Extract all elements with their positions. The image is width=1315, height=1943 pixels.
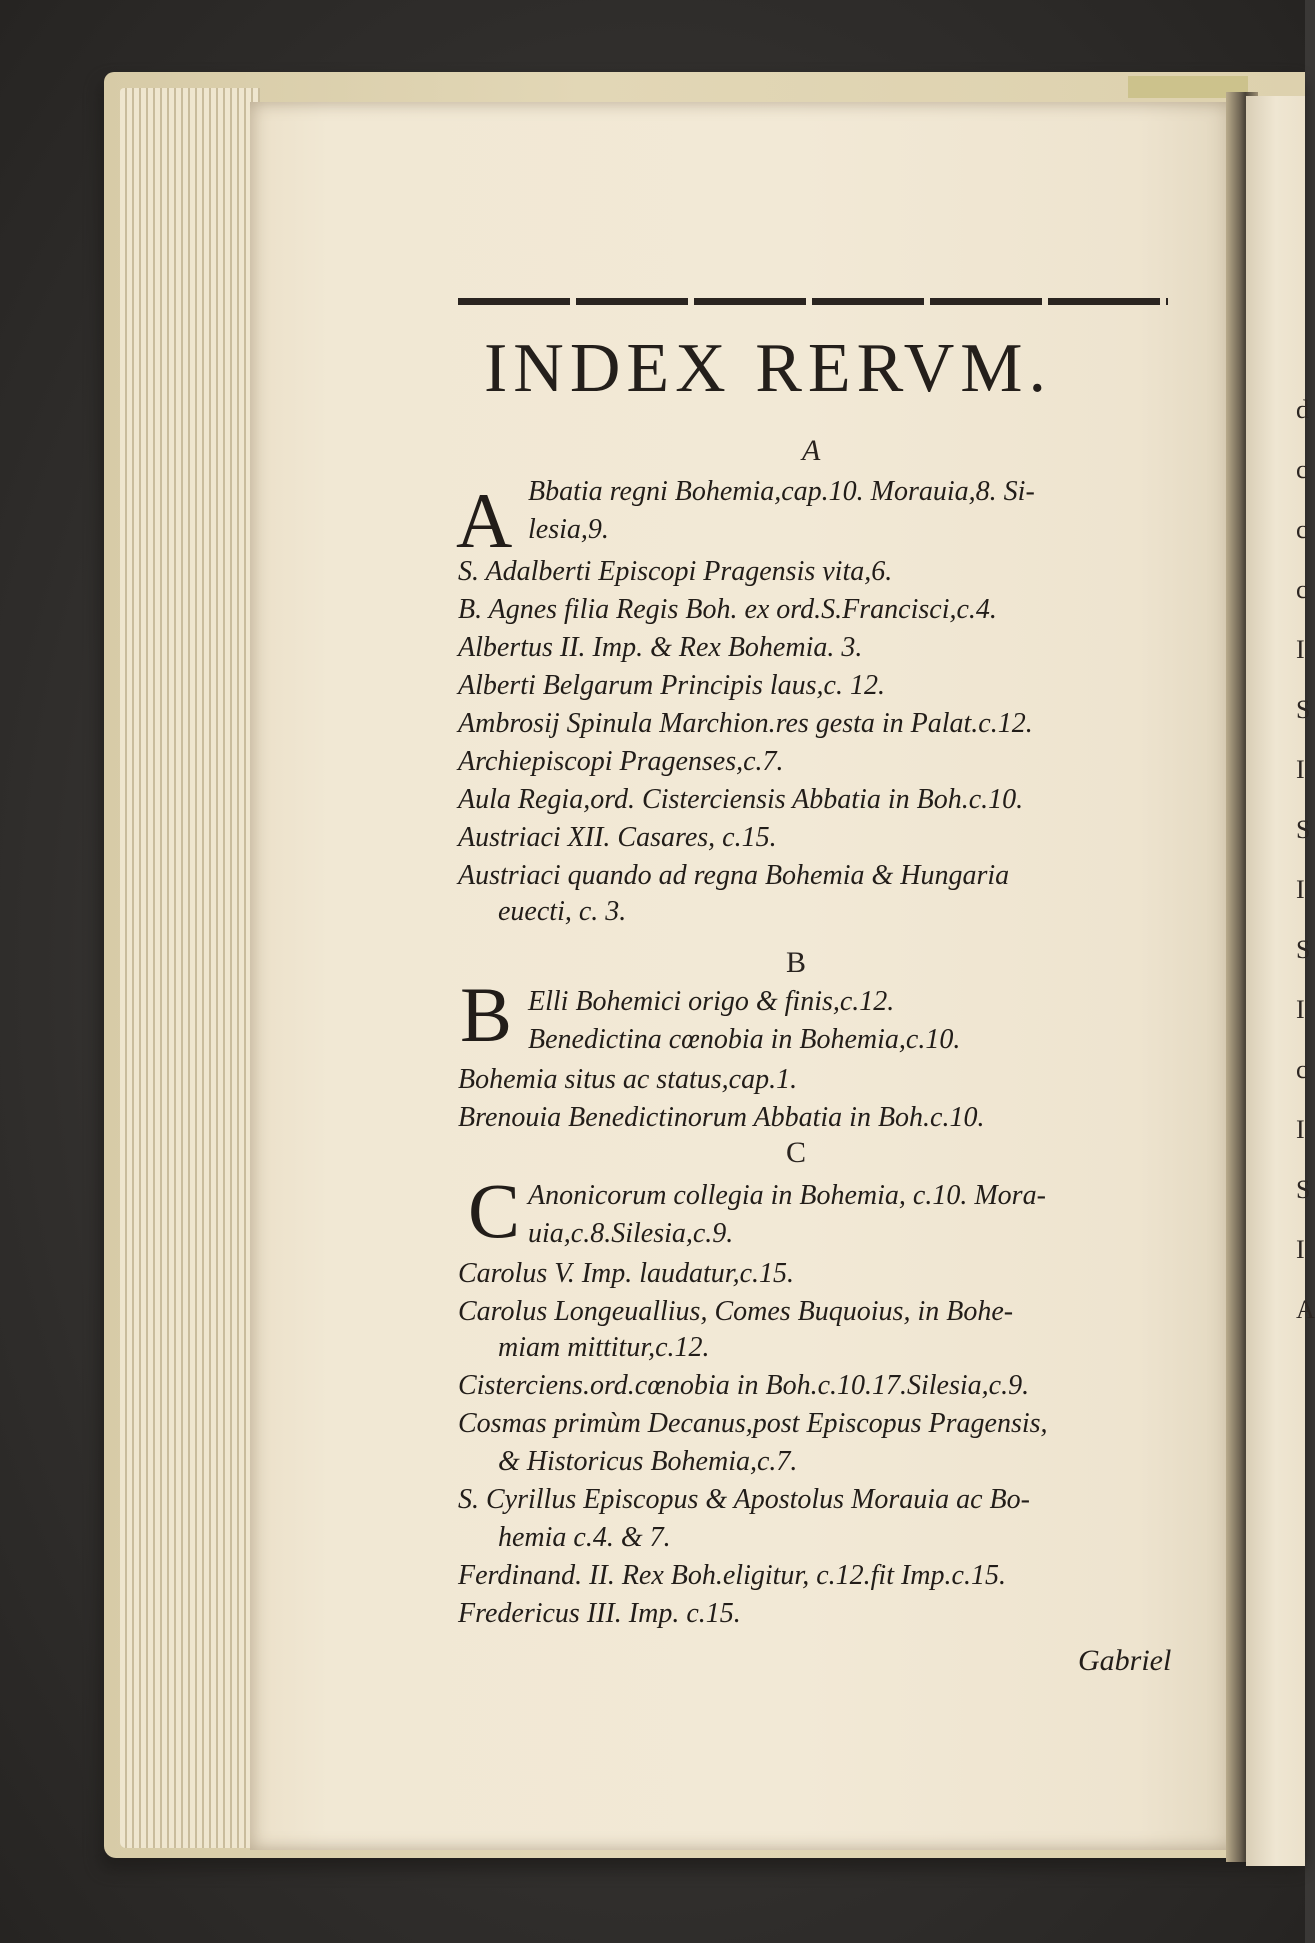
- index-entry: Elli Bohemici origo & finis,c.12.: [528, 986, 895, 1017]
- index-entry: B. Agnes filia Regis Boh. ex ord.S.Francisci,c.4.: [458, 594, 997, 625]
- header-rule: [458, 298, 1168, 305]
- index-entry: Aula Regia,ord. Cisterciensis Abbatia in Boh.c.10.: [458, 784, 1024, 815]
- index-entry: S. Cyrillus Episcopus & Apostolus Morauia ac Bo-: [458, 1484, 1030, 1515]
- facing-glyph: I: [1296, 875, 1305, 904]
- index-entry: Benedictina cœnobia in Bohemia,c.10.: [528, 1024, 961, 1055]
- index-entry: & Historicus Bohemia,c.7.: [498, 1446, 798, 1477]
- index-entry: Anonicorum collegia in Bohemia, c.10. Mora-: [528, 1180, 1046, 1211]
- facing-glyph: c: [1296, 1055, 1308, 1084]
- section-letter-c: C: [786, 1136, 807, 1169]
- index-entry: miam mittitur,c.12.: [498, 1332, 710, 1363]
- index-entry: Cisterciens.ord.cœnobia in Boh.c.10.17.Silesia,c.9.: [458, 1370, 1030, 1401]
- facing-glyph: S: [1296, 695, 1311, 724]
- facing-glyph: d: [1296, 395, 1309, 424]
- section-letter-b: B: [786, 946, 807, 979]
- facing-page-text: [1296, 380, 1315, 1340]
- index-entry: Ambrosij Spinula Marchion.res gesta in Palat.c.12.: [458, 708, 1033, 739]
- index-entry: Austriaci quando ad regna Bohemia & Hungaria: [458, 860, 1010, 891]
- dropcap-a: A: [456, 477, 513, 564]
- dropcap-c: C: [468, 1167, 521, 1254]
- facing-glyph: I: [1296, 635, 1305, 664]
- index-entry: hemia c.4. & 7.: [498, 1522, 671, 1553]
- dropcap-b: B: [460, 971, 513, 1058]
- index-entry: Brenouia Benedictinorum Abbatia in Boh.c.10.: [458, 1102, 985, 1133]
- index-entry: Archiepiscopi Pragenses,c.7.: [458, 746, 784, 777]
- index-entry: Ferdinand. II. Rex Boh.eligitur, c.12.fit Imp.c.15.: [458, 1560, 1006, 1591]
- index-entry: Albertus II. Imp. & Rex Bohemia. 3.: [458, 632, 863, 663]
- facing-glyph: S: [1296, 935, 1311, 964]
- index-entry: Austriaci XII. Casares, c.15.: [458, 822, 777, 853]
- section-letter-a: A: [802, 434, 821, 467]
- page-title: INDEX RERVM.: [484, 330, 1053, 407]
- index-entry: euecti, c. 3.: [498, 896, 627, 927]
- facing-glyph: S: [1296, 1175, 1311, 1204]
- index-entry: Bbatia regni Bohemia,cap.10. Morauia,8. Si-: [528, 476, 1035, 507]
- index-entry: lesia,9.: [528, 514, 609, 545]
- index-entry: Carolus V. Imp. laudatur,c.15.: [458, 1258, 795, 1289]
- catchword: Gabriel: [1078, 1644, 1172, 1677]
- facing-glyph: c: [1296, 575, 1308, 604]
- facing-glyph: S: [1296, 815, 1311, 844]
- index-entry: uia,c.8.Silesia,c.9.: [528, 1218, 734, 1249]
- index-entry: S. Adalberti Episcopi Pragensis vita,6.: [458, 556, 893, 587]
- page-edges: [120, 88, 260, 1848]
- facing-glyph: c: [1296, 455, 1308, 484]
- facing-glyph: c: [1296, 515, 1308, 544]
- facing-glyph: I: [1296, 1115, 1305, 1144]
- facing-glyph: A: [1296, 1295, 1315, 1324]
- index-entry: Bohemia situs ac status,cap.1.: [458, 1064, 798, 1095]
- index-entry: Cosmas primùm Decanus,post Episcopus Pragensis,: [458, 1408, 1048, 1439]
- facing-glyph: I: [1296, 995, 1305, 1024]
- index-entry: Fredericus III. Imp. c.15.: [458, 1598, 741, 1629]
- facing-glyph: I: [1296, 755, 1305, 784]
- index-entry: Carolus Longeuallius, Comes Buquoius, in Bohe-: [458, 1296, 1014, 1327]
- facing-glyph: I: [1296, 1235, 1305, 1264]
- index-entry: Alberti Belgarum Principis laus,c. 12.: [458, 670, 885, 701]
